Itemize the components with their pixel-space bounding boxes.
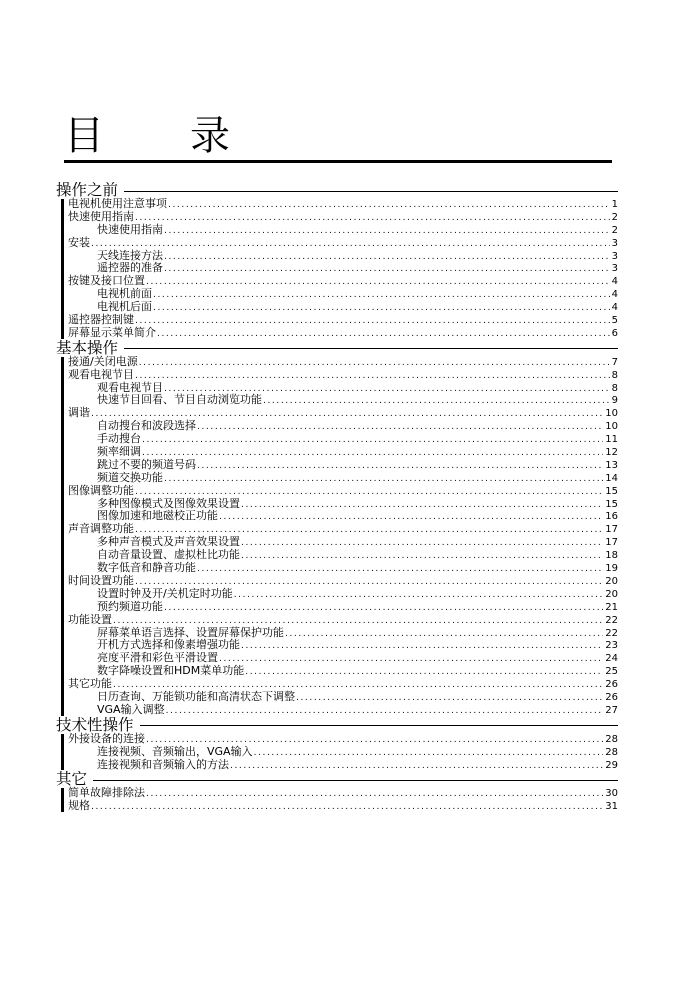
entry-title: 连接视频和音频输入的方法 xyxy=(97,757,229,771)
dot-leader xyxy=(254,747,604,760)
table-of-contents xyxy=(56,182,618,813)
title-char-1: 目 xyxy=(64,113,104,159)
toc-entry[interactable] xyxy=(68,262,618,275)
toc-section xyxy=(56,717,618,772)
entry-title: 其它功能 xyxy=(68,677,112,691)
section-side-bar xyxy=(61,199,64,339)
section-title: 技术性操作 xyxy=(56,717,140,733)
dot-leader xyxy=(142,447,603,460)
entry-page-number: 13 xyxy=(605,459,618,471)
entry-title: 手动搜台 xyxy=(97,432,141,446)
entry-page-number: 26 xyxy=(605,679,618,691)
entry-page-number: 5 xyxy=(611,315,618,327)
dot-leader xyxy=(245,666,603,679)
toc-entry[interactable] xyxy=(68,733,618,746)
toc-entry[interactable] xyxy=(68,787,618,800)
toc-entry[interactable] xyxy=(68,746,618,759)
entry-page-number: 2 xyxy=(611,224,618,236)
entry-title: 快速使用指南 xyxy=(68,209,134,223)
entry-title: 亮度平滑和彩色平滑设置 xyxy=(97,651,218,665)
section-rule xyxy=(124,191,618,192)
entry-title: 自动搜台和波段选择 xyxy=(97,419,196,433)
dot-leader xyxy=(135,212,610,225)
toc-entry[interactable] xyxy=(68,224,618,237)
dot-leader xyxy=(197,563,603,576)
entry-title: 快速使用指南 xyxy=(97,222,163,236)
dot-leader xyxy=(135,315,610,328)
entry-title: VGA输入调整 xyxy=(97,702,165,716)
entry-page-number: 10 xyxy=(605,421,618,433)
toc-entry[interactable] xyxy=(68,356,618,369)
entry-page-number: 24 xyxy=(605,653,618,665)
entry-page-number: 4 xyxy=(611,289,618,301)
entry-title: 电视机使用注意事项 xyxy=(68,197,167,210)
toc-entry[interactable] xyxy=(68,420,618,433)
toc-entry[interactable] xyxy=(68,301,618,314)
dot-leader xyxy=(91,801,603,814)
toc-entry[interactable] xyxy=(68,314,618,327)
toc-entry[interactable] xyxy=(68,614,618,627)
entry-title: 多种图像模式及图像效果设置 xyxy=(97,496,240,510)
entry-page-number: 15 xyxy=(605,485,618,497)
entry-page-number: 2 xyxy=(611,211,618,223)
entry-page-number: 28 xyxy=(605,733,618,745)
toc-entry[interactable] xyxy=(68,459,618,472)
dot-leader xyxy=(164,225,610,238)
section-header xyxy=(56,771,618,787)
section-header xyxy=(56,717,618,733)
dot-leader xyxy=(153,302,610,315)
entry-title: 频率细调 xyxy=(97,445,141,459)
entry-page-number: 16 xyxy=(605,511,618,523)
section-side-bar xyxy=(61,357,64,716)
entry-page-number: 20 xyxy=(605,588,618,600)
dot-leader xyxy=(168,199,610,212)
entry-title: 自动音量设置、虚拟杜比功能 xyxy=(97,548,240,562)
section-rule xyxy=(124,348,618,349)
entry-title: 设置时钟及开/关机定时功能 xyxy=(97,586,233,600)
dot-leader xyxy=(241,640,603,653)
entry-page-number: 4 xyxy=(611,302,618,314)
section-title: 其它 xyxy=(56,771,93,787)
toc-entry[interactable] xyxy=(68,665,618,678)
entry-title: 安装 xyxy=(68,235,90,249)
dot-leader xyxy=(91,238,610,251)
dot-leader xyxy=(153,289,610,302)
section-side-bar xyxy=(61,788,64,812)
section-title: 基本操作 xyxy=(56,340,124,356)
entry-title: 跳过不要的频道号码 xyxy=(97,457,196,471)
dot-leader xyxy=(263,395,610,408)
entry-page-number: 23 xyxy=(605,640,618,652)
toc-entry[interactable] xyxy=(68,588,618,601)
entry-page-number: 18 xyxy=(605,550,618,562)
dot-leader xyxy=(241,550,603,563)
entry-title: 调谐 xyxy=(68,406,90,420)
dot-leader xyxy=(164,602,603,615)
entry-title: 电视机后面 xyxy=(97,300,152,314)
entry-page-number: 17 xyxy=(605,524,618,536)
dot-leader xyxy=(146,276,610,289)
entry-title: 连接视频、音频输出，VGA输入 xyxy=(97,744,253,758)
entry-title: 简单故障排除法 xyxy=(68,786,145,800)
dot-leader xyxy=(241,537,603,550)
toc-entry[interactable] xyxy=(68,237,618,250)
entry-page-number: 9 xyxy=(611,395,618,407)
entry-page-number: 25 xyxy=(605,666,618,678)
entry-page-number: 28 xyxy=(605,746,618,758)
entry-page-number: 27 xyxy=(605,704,618,716)
title-underline xyxy=(64,160,612,163)
entry-title: 图像加速和地磁校正功能 xyxy=(97,509,218,523)
dot-leader xyxy=(234,589,604,602)
dot-leader xyxy=(164,251,610,264)
entry-title: 观看电视节目 xyxy=(68,367,134,381)
toc-entry[interactable] xyxy=(68,704,618,717)
entry-title: 声音调整功能 xyxy=(68,522,134,536)
entry-page-number: 4 xyxy=(611,276,618,288)
entry-page-number: 12 xyxy=(605,447,618,459)
toc-entry[interactable] xyxy=(68,394,618,407)
entry-title: 数字降噪设置和HDM菜单功能 xyxy=(97,664,245,678)
entry-title: 频道交换功能 xyxy=(97,470,163,484)
toc-entry[interactable] xyxy=(68,472,618,485)
entry-title: 图像调整功能 xyxy=(68,483,134,497)
dot-leader xyxy=(219,511,603,524)
entry-title: 外接设备的连接 xyxy=(68,731,145,745)
title-char-2: 录 xyxy=(190,113,230,159)
entry-page-number: 8 xyxy=(611,382,618,394)
section-entries xyxy=(56,787,618,813)
section-side-bar xyxy=(61,734,64,771)
toc-entry[interactable] xyxy=(68,562,618,575)
dot-leader xyxy=(197,421,603,434)
entry-page-number: 21 xyxy=(605,601,618,613)
dot-leader xyxy=(142,434,603,447)
toc-section xyxy=(56,340,618,717)
dot-leader xyxy=(197,460,603,473)
entry-title: 时间设置功能 xyxy=(68,573,134,587)
entry-title: 屏幕显示菜单简介 xyxy=(68,325,156,339)
toc-entry[interactable] xyxy=(68,327,618,340)
entry-title: 观看电视节目 xyxy=(97,380,163,394)
entry-page-number: 31 xyxy=(605,801,618,813)
section-header xyxy=(56,182,618,198)
entry-title: 多种声音模式及声音效果设置 xyxy=(97,535,240,549)
toc-entry[interactable] xyxy=(68,759,618,772)
entry-title: 遥控器的准备 xyxy=(97,261,163,275)
dot-leader xyxy=(285,628,603,641)
dot-leader xyxy=(241,499,603,512)
dot-leader xyxy=(219,653,603,666)
toc-entry[interactable] xyxy=(68,800,618,813)
dot-leader xyxy=(139,357,610,370)
entry-title: 接通/关闭电源 xyxy=(68,354,138,368)
section-entries xyxy=(56,198,618,340)
entry-title: 数字低音和静音功能 xyxy=(97,561,196,575)
entry-page-number: 19 xyxy=(605,563,618,575)
toc-entry[interactable] xyxy=(68,211,618,224)
toc-entry[interactable] xyxy=(68,369,618,382)
entry-page-number: 22 xyxy=(605,627,618,639)
toc-section xyxy=(56,182,618,340)
entry-page-number: 3 xyxy=(611,237,618,249)
dot-leader xyxy=(164,473,603,486)
toc-entry[interactable] xyxy=(68,433,618,446)
dot-leader xyxy=(146,788,603,801)
entry-page-number: 30 xyxy=(605,788,618,800)
entry-page-number: 8 xyxy=(611,369,618,381)
entry-title: 电视机前面 xyxy=(97,287,152,301)
entry-page-number: 3 xyxy=(611,250,618,262)
toc-entry[interactable] xyxy=(68,510,618,523)
entry-title: 遥控器控制键 xyxy=(68,313,134,327)
section-rule xyxy=(93,780,618,781)
entry-page-number: 1 xyxy=(611,199,618,210)
entry-title: 功能设置 xyxy=(68,612,112,626)
entry-page-number: 6 xyxy=(611,327,618,339)
section-entries xyxy=(56,356,618,717)
entry-page-number: 29 xyxy=(605,759,618,771)
section-rule xyxy=(140,725,618,726)
entry-page-number: 3 xyxy=(611,263,618,275)
toc-entry[interactable] xyxy=(68,575,618,588)
entry-page-number: 10 xyxy=(605,408,618,420)
entry-title: 开机方式选择和像素增强功能 xyxy=(97,638,240,652)
entry-page-number: 17 xyxy=(605,537,618,549)
entry-page-number: 14 xyxy=(605,472,618,484)
toc-entry[interactable] xyxy=(68,485,618,498)
dot-leader xyxy=(135,370,610,383)
section-entries xyxy=(56,733,618,772)
entry-title: 规格 xyxy=(68,799,90,813)
toc-entry[interactable] xyxy=(68,601,618,614)
toc-entry[interactable] xyxy=(68,691,618,704)
entry-page-number: 11 xyxy=(605,434,618,446)
entry-title: 日历查询、万能锁功能和高清状态下调整 xyxy=(97,689,295,703)
dot-leader xyxy=(164,263,610,276)
entry-title: 按键及接口位置 xyxy=(68,274,145,288)
entry-title: 天线连接方法 xyxy=(97,248,163,262)
entry-page-number: 22 xyxy=(605,614,618,626)
entry-page-number: 15 xyxy=(605,498,618,510)
toc-entry[interactable] xyxy=(68,198,618,211)
dot-leader xyxy=(296,692,603,705)
entry-title: 快速节目回看、节目自动浏览功能 xyxy=(97,393,262,407)
entry-title: 预约频道功能 xyxy=(97,599,163,613)
entry-page-number: 7 xyxy=(611,356,618,368)
section-header xyxy=(56,340,618,356)
entry-page-number: 26 xyxy=(605,691,618,703)
toc-entry[interactable] xyxy=(68,446,618,459)
section-title: 操作之前 xyxy=(56,182,124,198)
toc-section xyxy=(56,771,618,813)
entry-page-number: 20 xyxy=(605,575,618,587)
entry-title: 屏幕菜单语言选择、设置屏幕保护功能 xyxy=(97,625,284,639)
